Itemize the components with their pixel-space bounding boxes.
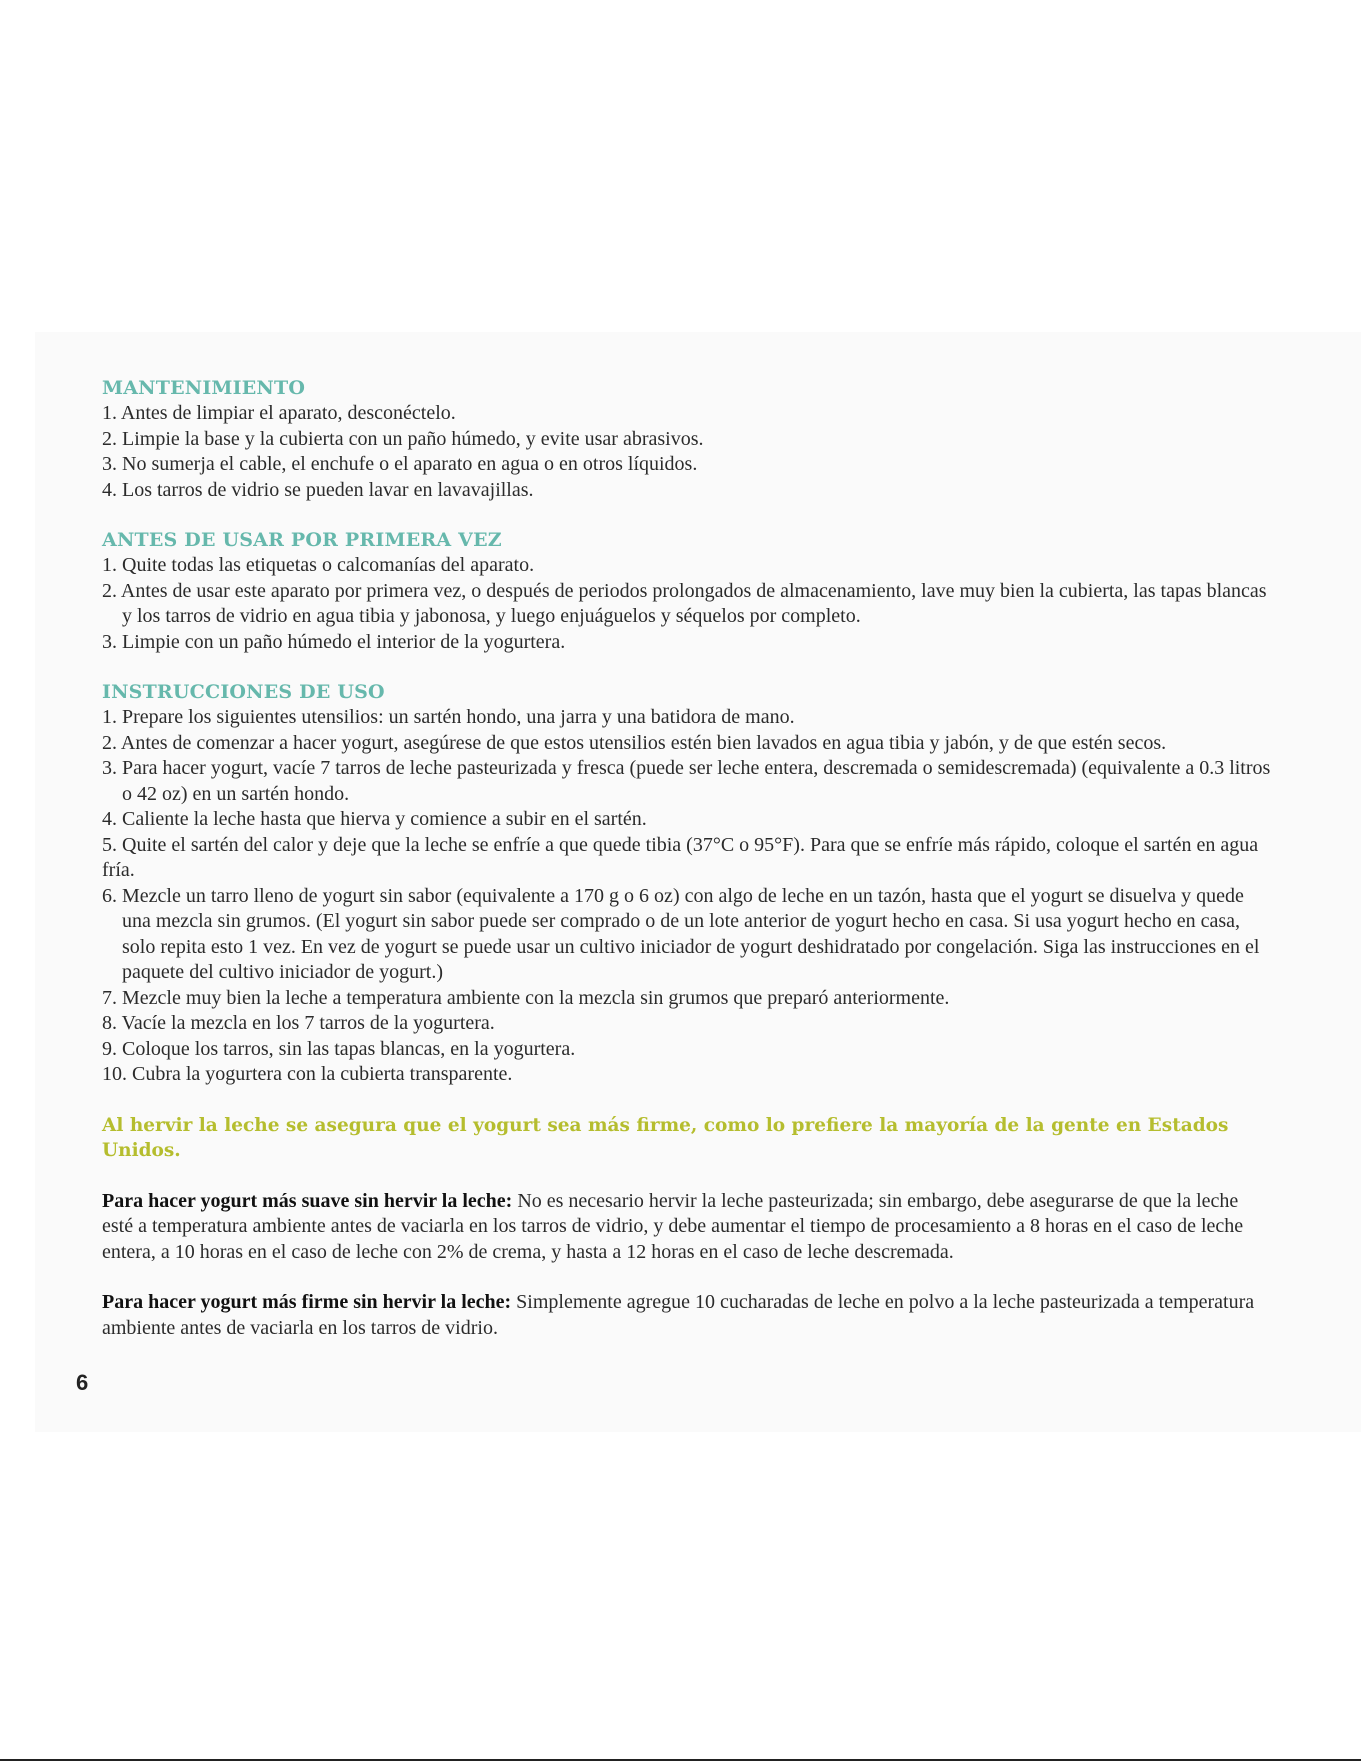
highlight-note: Al hervir la leche se asegura que el yogurt sea más firme, como lo prefiere la mayoría de la gente en Estados Unidos. bbox=[102, 1114, 1229, 1161]
section-antes-de-usar bbox=[102, 528, 1272, 655]
list-item: 2. Antes de usar este aparato por primera vez, o después de periodos prolongados de almacenamiento, lave muy bien la cubierta, las tapas blancas y los tarros de vidrio en agua tibia y jabonosa, y luego enjuáguelos y séquelos por completo. bbox=[102, 579, 1267, 627]
list-item: 3. Limpie con un paño húmedo el interior de la yogurtera. bbox=[102, 630, 566, 653]
paragraph-text: Simplemente agregue 10 cucharadas de leche en polvo a la leche pasteurizada a temperatura ambiente antes de vaciarla en los tarros de vidrio. bbox=[102, 1291, 1255, 1339]
list-item: 1. Quite todas las etiquetas o calcomanías del aparato. bbox=[102, 554, 535, 576]
instruction-list bbox=[102, 705, 1272, 1088]
list-item: 3. No sumerja el cable, el enchufe o el aparato en agua o en otros líquidos. bbox=[102, 453, 698, 475]
list-item: 4. Los tarros de vidrio se pueden lavar en lavavajillas. bbox=[102, 478, 534, 501]
list-item: 1. Antes de limpiar el aparato, desconéctelo. bbox=[102, 402, 456, 424]
instruction-list bbox=[102, 401, 1272, 503]
list-item: 7. Mezcle muy bien la leche a temperatura ambiente con la mezcla sin grumos que preparó anteriormente. bbox=[102, 986, 950, 1009]
list-item: 3. Para hacer yogurt, vacíe 7 tarros de leche pasteurizada y fresca (puede ser leche entera, descremada o semidescremada) (equivalente a 0.3 litros o 42 oz) en un sartén hondo. bbox=[102, 757, 1271, 805]
document-content bbox=[102, 376, 1272, 1366]
page-number: 6 bbox=[76, 1370, 89, 1395]
list-item: 4. Caliente la leche hasta que hierva y comience a subir en el sartén. bbox=[102, 808, 647, 830]
list-item: 2. Limpie la base y la cubierta con un paño húmedo, y evite usar abrasivos. bbox=[102, 427, 704, 450]
instruction-list bbox=[102, 553, 1272, 655]
paragraph-lead: Para hacer yogurt más suave sin hervir la leche: bbox=[102, 1189, 513, 1212]
section-mantenimiento bbox=[102, 376, 1272, 503]
section-title: INSTRUCCIONES DE USO bbox=[102, 681, 385, 703]
list-item: 9. Coloque los tarros, sin las tapas blancas, en la yogurtera. bbox=[102, 1037, 576, 1060]
list-item: 6. Mezcle un tarro lleno de yogurt sin sabor (equivalente a 170 g o 6 oz) con algo de leche en un tazón, hasta que el yogurt se disuelva y quede una mezcla sin grumos. (El yogurt sin sabor puede ser comprado o de un lote anterior de yogurt hecho en casa. Si usa yogurt hecho en casa, solo repita esto 1 vez. En vez de yogurt se puede usar un cultivo iniciador de yogurt deshidratado por congelación. Siga las instrucciones en el paquete del cultivo iniciador de yogurt.) bbox=[102, 884, 1260, 983]
paragraph-soft-yogurt bbox=[102, 1189, 1272, 1266]
section-title: ANTES DE USAR POR PRIMERA VEZ bbox=[102, 529, 502, 551]
list-item: 2. Antes de comenzar a hacer yogurt, asegúrese de que estos utensilios estén bien lavados en agua tibia y jabón, y de que estén secos. bbox=[102, 731, 1167, 754]
paragraph-text: No es necesario hervir la leche pasteurizada; sin embargo, debe asegurarse de que la leche esté a temperatura ambiente antes de vaciarla en los tarros de vidrio, y debe aumentar el tiempo de procesamiento a 8 horas en el caso de leche entera, a 10 horas en el caso de leche con 2% de crema, y hasta a 12 horas en el caso de leche descremada. bbox=[102, 1189, 1244, 1263]
list-item: 8. Vacíe la mezcla en los 7 tarros de la yogurtera. bbox=[102, 1012, 495, 1034]
list-item: 1. Prepare los siguientes utensilios: un sartén hondo, una jarra y una batidora de mano. bbox=[102, 706, 795, 728]
paragraph-firm-yogurt bbox=[102, 1290, 1272, 1341]
section-instrucciones-de-uso bbox=[102, 680, 1272, 1088]
paragraph-lead: Para hacer yogurt más firme sin hervir la leche: bbox=[102, 1291, 512, 1313]
list-item: 5. Quite el sartén del calor y deje que la leche se enfríe a que quede tibia (37°C o 95°F). Para que se enfríe más rápido, coloque el sartén en agua fría. bbox=[102, 833, 1259, 881]
section-title: MANTENIMIENTO bbox=[102, 377, 306, 399]
list-item: 10. Cubra la yogurtera con la cubierta transparente. bbox=[102, 1063, 513, 1085]
